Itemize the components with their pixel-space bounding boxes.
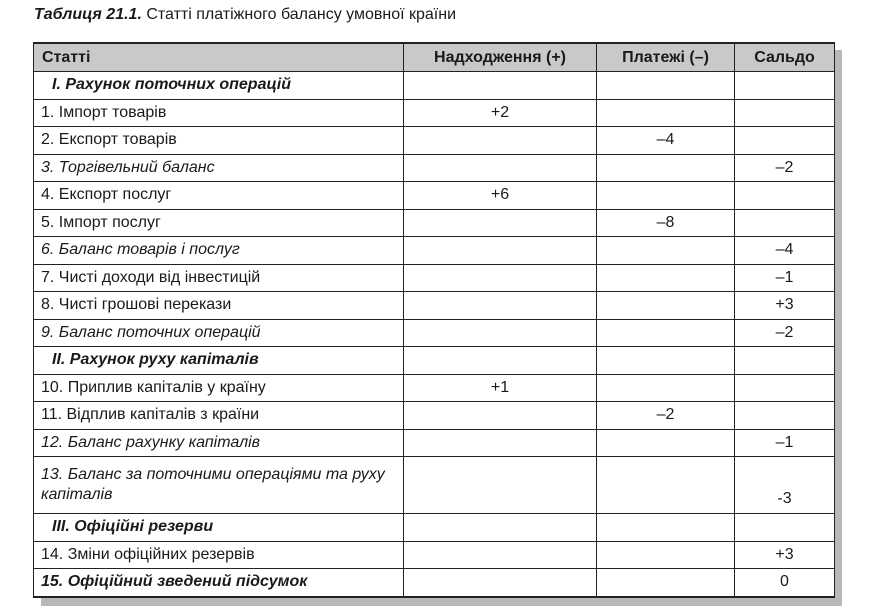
row-receipts bbox=[404, 347, 597, 375]
row-balance: –4 bbox=[735, 237, 835, 265]
table-row-subtotal bbox=[34, 429, 835, 457]
header-receipts: Надходження (+) bbox=[404, 43, 597, 72]
row-payments bbox=[597, 154, 735, 182]
row-balance: –1 bbox=[735, 429, 835, 457]
table-row-section-capital-account bbox=[34, 347, 835, 375]
row-label: 7. Чисті доходи від інвестицій bbox=[34, 264, 404, 292]
row-label: 5. Імпорт послуг bbox=[34, 209, 404, 237]
table-row-section-official-reserves bbox=[34, 514, 835, 542]
row-receipts bbox=[404, 457, 597, 514]
table-header-row bbox=[34, 43, 835, 72]
balance-table-container bbox=[33, 42, 834, 598]
row-balance: –2 bbox=[735, 154, 835, 182]
row-receipts bbox=[404, 429, 597, 457]
row-balance bbox=[735, 514, 835, 542]
row-balance: –1 bbox=[735, 264, 835, 292]
row-balance bbox=[735, 99, 835, 127]
row-payments bbox=[597, 319, 735, 347]
row-receipts bbox=[404, 127, 597, 155]
row-receipts bbox=[404, 237, 597, 265]
row-label: 9. Баланс поточних операцій bbox=[34, 319, 404, 347]
row-label: I. Рахунок поточних операцій bbox=[34, 72, 404, 100]
row-label: 13. Баланс за поточними операціями та руху капіталів bbox=[34, 457, 404, 514]
row-receipts: +1 bbox=[404, 374, 597, 402]
row-balance: -3 bbox=[735, 457, 835, 514]
table-row bbox=[34, 99, 835, 127]
balance-of-payments-table bbox=[33, 42, 835, 598]
row-receipts bbox=[404, 541, 597, 569]
row-payments bbox=[597, 292, 735, 320]
header-balance: Сальдо bbox=[735, 43, 835, 72]
table-row-subtotal bbox=[34, 319, 835, 347]
row-balance: +3 bbox=[735, 292, 835, 320]
row-payments bbox=[597, 429, 735, 457]
table-row-section-current-account bbox=[34, 72, 835, 100]
table-row bbox=[34, 127, 835, 155]
table-row-final-total bbox=[34, 569, 835, 597]
row-payments: –2 bbox=[597, 402, 735, 430]
row-payments bbox=[597, 374, 735, 402]
row-label: 2. Експорт товарів bbox=[34, 127, 404, 155]
row-label: 1. Імпорт товарів bbox=[34, 99, 404, 127]
row-balance bbox=[735, 347, 835, 375]
row-label: 12. Баланс рахунку капіталів bbox=[34, 429, 404, 457]
row-payments bbox=[597, 237, 735, 265]
row-receipts bbox=[404, 514, 597, 542]
row-label: 10. Приплив капіталів у країну bbox=[34, 374, 404, 402]
table-row bbox=[34, 541, 835, 569]
row-label: 4. Експорт послуг bbox=[34, 182, 404, 210]
row-receipts bbox=[404, 209, 597, 237]
row-label: 3. Торгівельний баланс bbox=[34, 154, 404, 182]
row-label: II. Рахунок руху капіталів bbox=[34, 347, 404, 375]
row-balance: 0 bbox=[735, 569, 835, 597]
table-row bbox=[34, 209, 835, 237]
caption-text: Статті платіжного балансу умовної країни bbox=[146, 6, 457, 23]
row-payments bbox=[597, 569, 735, 597]
row-balance bbox=[735, 402, 835, 430]
row-label: III. Офіційні резерви bbox=[34, 514, 404, 542]
row-receipts bbox=[404, 319, 597, 347]
row-balance bbox=[735, 127, 835, 155]
table-row-subtotal bbox=[34, 457, 835, 514]
table-row bbox=[34, 374, 835, 402]
caption-lead: Таблиця 21.1. bbox=[34, 6, 142, 23]
table-row bbox=[34, 264, 835, 292]
row-payments bbox=[597, 99, 735, 127]
row-receipts bbox=[404, 154, 597, 182]
row-balance bbox=[735, 374, 835, 402]
row-payments bbox=[597, 457, 735, 514]
header-items: Статті bbox=[34, 43, 404, 72]
row-balance bbox=[735, 182, 835, 210]
row-receipts bbox=[404, 264, 597, 292]
row-receipts bbox=[404, 402, 597, 430]
row-label: 11. Відплив капіталів з країни bbox=[34, 402, 404, 430]
row-label: 15. Офіційний зведений підсумок bbox=[34, 569, 404, 597]
table-row bbox=[34, 292, 835, 320]
row-payments: –4 bbox=[597, 127, 735, 155]
row-balance bbox=[735, 72, 835, 100]
row-receipts bbox=[404, 72, 597, 100]
row-receipts: +6 bbox=[404, 182, 597, 210]
row-receipts: +2 bbox=[404, 99, 597, 127]
row-label: 8. Чисті грошові перекази bbox=[34, 292, 404, 320]
row-balance bbox=[735, 209, 835, 237]
row-payments: –8 bbox=[597, 209, 735, 237]
row-balance: +3 bbox=[735, 541, 835, 569]
table-row-subtotal bbox=[34, 154, 835, 182]
table-caption bbox=[34, 5, 456, 25]
row-label: 6. Баланс товарів і послуг bbox=[34, 237, 404, 265]
table-row bbox=[34, 182, 835, 210]
row-payments bbox=[597, 514, 735, 542]
row-payments bbox=[597, 182, 735, 210]
row-receipts bbox=[404, 569, 597, 597]
row-payments bbox=[597, 264, 735, 292]
row-receipts bbox=[404, 292, 597, 320]
table-row-subtotal bbox=[34, 237, 835, 265]
row-payments bbox=[597, 347, 735, 375]
row-label: 14. Зміни офіційних резервів bbox=[34, 541, 404, 569]
row-balance: –2 bbox=[735, 319, 835, 347]
header-payments: Платежі (–) bbox=[597, 43, 735, 72]
table-row bbox=[34, 402, 835, 430]
row-payments bbox=[597, 72, 735, 100]
row-payments bbox=[597, 541, 735, 569]
